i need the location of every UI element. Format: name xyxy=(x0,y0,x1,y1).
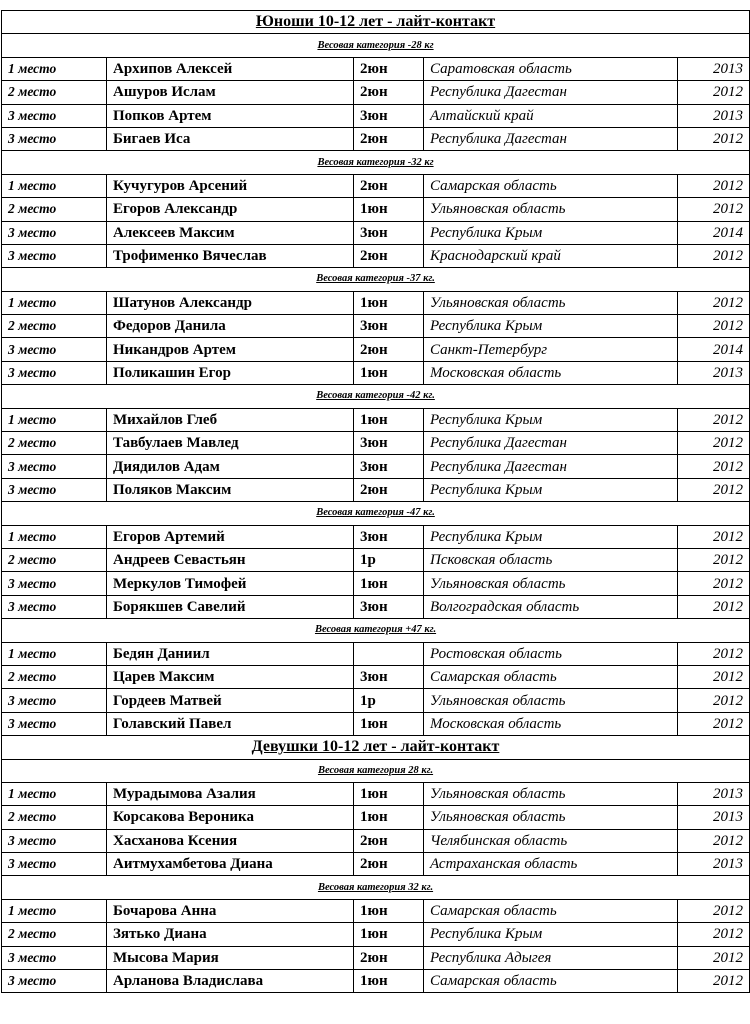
region-cell: Республика Крым xyxy=(424,525,678,548)
region-cell: Ульяновская область xyxy=(424,806,678,829)
region-cell: Волгоградская область xyxy=(424,595,678,618)
result-row xyxy=(2,244,750,267)
place-cell: 2 место xyxy=(2,315,107,338)
birth-year-cell: 2013 xyxy=(678,806,750,829)
rank-cell: 2юн xyxy=(354,57,424,80)
athlete-name-cell: Хасханова Ксения xyxy=(107,829,354,852)
region-cell: Псковская область xyxy=(424,548,678,571)
birth-year-cell: 2013 xyxy=(678,104,750,127)
region-cell: Самарская область xyxy=(424,174,678,197)
place-cell: 3 место xyxy=(2,970,107,993)
place-cell: 3 место xyxy=(2,946,107,969)
athlete-name-cell: Аитмухамбетова Диана xyxy=(107,853,354,876)
result-row xyxy=(2,174,750,197)
weight-category-row xyxy=(2,34,750,57)
birth-year-cell: 2014 xyxy=(678,338,750,361)
region-cell: Самарская область xyxy=(424,665,678,688)
athlete-name-cell: Мысова Мария xyxy=(107,946,354,969)
place-cell: 3 место xyxy=(2,595,107,618)
place-cell: 1 место xyxy=(2,408,107,431)
place-cell: 3 место xyxy=(2,689,107,712)
weight-category-label: Весовая категория -28 кг xyxy=(2,34,750,57)
region-cell: Республика Крым xyxy=(424,408,678,431)
place-cell: 3 место xyxy=(2,853,107,876)
place-cell: 3 место xyxy=(2,478,107,501)
result-row xyxy=(2,946,750,969)
athlete-name-cell: Бигаев Иса xyxy=(107,127,354,150)
place-cell: 1 место xyxy=(2,291,107,314)
athlete-name-cell: Арланова Владислава xyxy=(107,970,354,993)
rank-cell: 1юн xyxy=(354,361,424,384)
birth-year-cell: 2012 xyxy=(678,689,750,712)
athlete-name-cell: Ашуров Ислам xyxy=(107,81,354,104)
rank-cell: 2юн xyxy=(354,338,424,361)
weight-category-row xyxy=(2,268,750,291)
result-row xyxy=(2,853,750,876)
result-row xyxy=(2,899,750,922)
result-row xyxy=(2,57,750,80)
birth-year-cell: 2012 xyxy=(678,642,750,665)
result-row xyxy=(2,338,750,361)
result-row xyxy=(2,712,750,735)
athlete-name-cell: Никандров Артем xyxy=(107,338,354,361)
athlete-name-cell: Тавбулаев Мавлед xyxy=(107,432,354,455)
group-header-row xyxy=(2,11,750,34)
place-cell: 2 место xyxy=(2,923,107,946)
region-cell: Ульяновская область xyxy=(424,572,678,595)
result-row xyxy=(2,806,750,829)
rank-cell: 3юн xyxy=(354,221,424,244)
result-row xyxy=(2,291,750,314)
result-row xyxy=(2,81,750,104)
place-cell: 3 место xyxy=(2,829,107,852)
region-cell: Московская область xyxy=(424,361,678,384)
place-cell: 3 место xyxy=(2,361,107,384)
weight-category-row xyxy=(2,502,750,525)
place-cell: 2 место xyxy=(2,548,107,571)
birth-year-cell: 2012 xyxy=(678,665,750,688)
rank-cell: 1юн xyxy=(354,408,424,431)
rank-cell: 3юн xyxy=(354,525,424,548)
athlete-name-cell: Зятько Диана xyxy=(107,923,354,946)
results-table xyxy=(1,10,750,993)
results-document xyxy=(0,10,750,993)
athlete-name-cell: Андреев Севастьян xyxy=(107,548,354,571)
athlete-name-cell: Бедян Даниил xyxy=(107,642,354,665)
birth-year-cell: 2012 xyxy=(678,244,750,267)
place-cell: 2 место xyxy=(2,81,107,104)
weight-category-label: Весовая категория 28 кг. xyxy=(2,759,750,782)
rank-cell xyxy=(354,642,424,665)
rank-cell: 1юн xyxy=(354,899,424,922)
results-body xyxy=(2,11,750,993)
region-cell: Челябинская область xyxy=(424,829,678,852)
place-cell: 3 место xyxy=(2,104,107,127)
group-title: Девушки 10-12 лет - лайт-контакт xyxy=(2,736,750,759)
weight-category-row xyxy=(2,876,750,899)
region-cell: Московская область xyxy=(424,712,678,735)
rank-cell: 1юн xyxy=(354,923,424,946)
rank-cell: 2юн xyxy=(354,829,424,852)
rank-cell: 1юн xyxy=(354,970,424,993)
athlete-name-cell: Диядилов Адам xyxy=(107,455,354,478)
birth-year-cell: 2012 xyxy=(678,595,750,618)
result-row xyxy=(2,782,750,805)
place-cell: 3 место xyxy=(2,127,107,150)
rank-cell: 1юн xyxy=(354,291,424,314)
weight-category-label: Весовая категория -42 кг. xyxy=(2,385,750,408)
result-row xyxy=(2,572,750,595)
place-cell: 1 место xyxy=(2,525,107,548)
result-row xyxy=(2,198,750,221)
rank-cell: 1р xyxy=(354,689,424,712)
athlete-name-cell: Федоров Данила xyxy=(107,315,354,338)
weight-category-label: Весовая категория -37 кг. xyxy=(2,268,750,291)
birth-year-cell: 2012 xyxy=(678,127,750,150)
region-cell: Ульяновская область xyxy=(424,782,678,805)
region-cell: Ростовская область xyxy=(424,642,678,665)
place-cell: 3 место xyxy=(2,338,107,361)
region-cell: Республика Крым xyxy=(424,221,678,244)
weight-category-row xyxy=(2,759,750,782)
place-cell: 2 место xyxy=(2,198,107,221)
result-row xyxy=(2,315,750,338)
athlete-name-cell: Попков Артем xyxy=(107,104,354,127)
result-row xyxy=(2,548,750,571)
birth-year-cell: 2014 xyxy=(678,221,750,244)
place-cell: 1 место xyxy=(2,642,107,665)
result-row xyxy=(2,665,750,688)
place-cell: 3 место xyxy=(2,221,107,244)
place-cell: 3 место xyxy=(2,712,107,735)
athlete-name-cell: Шатунов Александр xyxy=(107,291,354,314)
birth-year-cell: 2012 xyxy=(678,923,750,946)
region-cell: Республика Крым xyxy=(424,923,678,946)
result-row xyxy=(2,455,750,478)
weight-category-label: Весовая категория 32 кг. xyxy=(2,876,750,899)
athlete-name-cell: Борякшев Савелий xyxy=(107,595,354,618)
athlete-name-cell: Егоров Артемий xyxy=(107,525,354,548)
rank-cell: 3юн xyxy=(354,104,424,127)
region-cell: Ульяновская область xyxy=(424,198,678,221)
region-cell: Самарская область xyxy=(424,899,678,922)
result-row xyxy=(2,689,750,712)
rank-cell: 2юн xyxy=(354,174,424,197)
place-cell: 3 место xyxy=(2,455,107,478)
region-cell: Республика Крым xyxy=(424,478,678,501)
result-row xyxy=(2,361,750,384)
birth-year-cell: 2012 xyxy=(678,455,750,478)
place-cell: 1 место xyxy=(2,782,107,805)
result-row xyxy=(2,970,750,993)
athlete-name-cell: Бочарова Анна xyxy=(107,899,354,922)
birth-year-cell: 2012 xyxy=(678,970,750,993)
weight-category-label: Весовая категория -47 кг. xyxy=(2,502,750,525)
birth-year-cell: 2012 xyxy=(678,712,750,735)
place-cell: 2 место xyxy=(2,432,107,455)
place-cell: 3 место xyxy=(2,244,107,267)
birth-year-cell: 2012 xyxy=(678,946,750,969)
athlete-name-cell: Трофименко Вячеслав xyxy=(107,244,354,267)
region-cell: Республика Дагестан xyxy=(424,432,678,455)
rank-cell: 1юн xyxy=(354,782,424,805)
rank-cell: 1р xyxy=(354,548,424,571)
birth-year-cell: 2012 xyxy=(678,198,750,221)
weight-category-label: Весовая категория -32 кг xyxy=(2,151,750,174)
result-row xyxy=(2,478,750,501)
athlete-name-cell: Михайлов Глеб xyxy=(107,408,354,431)
birth-year-cell: 2012 xyxy=(678,572,750,595)
rank-cell: 3юн xyxy=(354,315,424,338)
place-cell: 3 место xyxy=(2,572,107,595)
athlete-name-cell: Мурадымова Азалия xyxy=(107,782,354,805)
rank-cell: 3юн xyxy=(354,455,424,478)
rank-cell: 2юн xyxy=(354,244,424,267)
result-row xyxy=(2,432,750,455)
result-row xyxy=(2,104,750,127)
weight-category-row xyxy=(2,385,750,408)
birth-year-cell: 2012 xyxy=(678,174,750,197)
rank-cell: 3юн xyxy=(354,432,424,455)
weight-category-label: Весовая категория +47 кг. xyxy=(2,619,750,642)
athlete-name-cell: Архипов Алексей xyxy=(107,57,354,80)
rank-cell: 2юн xyxy=(354,478,424,501)
result-row xyxy=(2,829,750,852)
rank-cell: 2юн xyxy=(354,81,424,104)
birth-year-cell: 2012 xyxy=(678,291,750,314)
region-cell: Астраханская область xyxy=(424,853,678,876)
region-cell: Санкт-Петербург xyxy=(424,338,678,361)
region-cell: Саратовская область xyxy=(424,57,678,80)
region-cell: Республика Дагестан xyxy=(424,81,678,104)
region-cell: Республика Дагестан xyxy=(424,455,678,478)
rank-cell: 3юн xyxy=(354,665,424,688)
athlete-name-cell: Поляков Максим xyxy=(107,478,354,501)
result-row xyxy=(2,525,750,548)
birth-year-cell: 2012 xyxy=(678,478,750,501)
region-cell: Алтайский край xyxy=(424,104,678,127)
region-cell: Самарская область xyxy=(424,970,678,993)
group-title: Юноши 10-12 лет - лайт-контакт xyxy=(2,11,750,34)
place-cell: 2 место xyxy=(2,806,107,829)
birth-year-cell: 2012 xyxy=(678,525,750,548)
result-row xyxy=(2,595,750,618)
birth-year-cell: 2013 xyxy=(678,782,750,805)
result-row xyxy=(2,642,750,665)
birth-year-cell: 2012 xyxy=(678,829,750,852)
athlete-name-cell: Гордеев Матвей xyxy=(107,689,354,712)
athlete-name-cell: Корсакова Вероника xyxy=(107,806,354,829)
rank-cell: 3юн xyxy=(354,595,424,618)
athlete-name-cell: Егоров Александр xyxy=(107,198,354,221)
result-row xyxy=(2,923,750,946)
rank-cell: 1юн xyxy=(354,712,424,735)
result-row xyxy=(2,127,750,150)
rank-cell: 1юн xyxy=(354,198,424,221)
athlete-name-cell: Меркулов Тимофей xyxy=(107,572,354,595)
birth-year-cell: 2012 xyxy=(678,899,750,922)
athlete-name-cell: Кучугуров Арсений xyxy=(107,174,354,197)
region-cell: Краснодарский край xyxy=(424,244,678,267)
region-cell: Республика Адыгея xyxy=(424,946,678,969)
birth-year-cell: 2013 xyxy=(678,57,750,80)
group-header-row xyxy=(2,736,750,759)
athlete-name-cell: Царев Максим xyxy=(107,665,354,688)
rank-cell: 2юн xyxy=(354,946,424,969)
place-cell: 1 место xyxy=(2,174,107,197)
athlete-name-cell: Алексеев Максим xyxy=(107,221,354,244)
place-cell: 1 место xyxy=(2,899,107,922)
region-cell: Ульяновская область xyxy=(424,689,678,712)
result-row xyxy=(2,221,750,244)
rank-cell: 2юн xyxy=(354,127,424,150)
birth-year-cell: 2012 xyxy=(678,408,750,431)
birth-year-cell: 2013 xyxy=(678,361,750,384)
birth-year-cell: 2013 xyxy=(678,853,750,876)
rank-cell: 1юн xyxy=(354,572,424,595)
athlete-name-cell: Голавский Павел xyxy=(107,712,354,735)
weight-category-row xyxy=(2,619,750,642)
region-cell: Республика Крым xyxy=(424,315,678,338)
birth-year-cell: 2012 xyxy=(678,81,750,104)
birth-year-cell: 2012 xyxy=(678,432,750,455)
place-cell: 2 место xyxy=(2,665,107,688)
rank-cell: 1юн xyxy=(354,806,424,829)
birth-year-cell: 2012 xyxy=(678,315,750,338)
rank-cell: 2юн xyxy=(354,853,424,876)
athlete-name-cell: Поликашин Егор xyxy=(107,361,354,384)
birth-year-cell: 2012 xyxy=(678,548,750,571)
region-cell: Ульяновская область xyxy=(424,291,678,314)
region-cell: Республика Дагестан xyxy=(424,127,678,150)
result-row xyxy=(2,408,750,431)
place-cell: 1 место xyxy=(2,57,107,80)
weight-category-row xyxy=(2,151,750,174)
